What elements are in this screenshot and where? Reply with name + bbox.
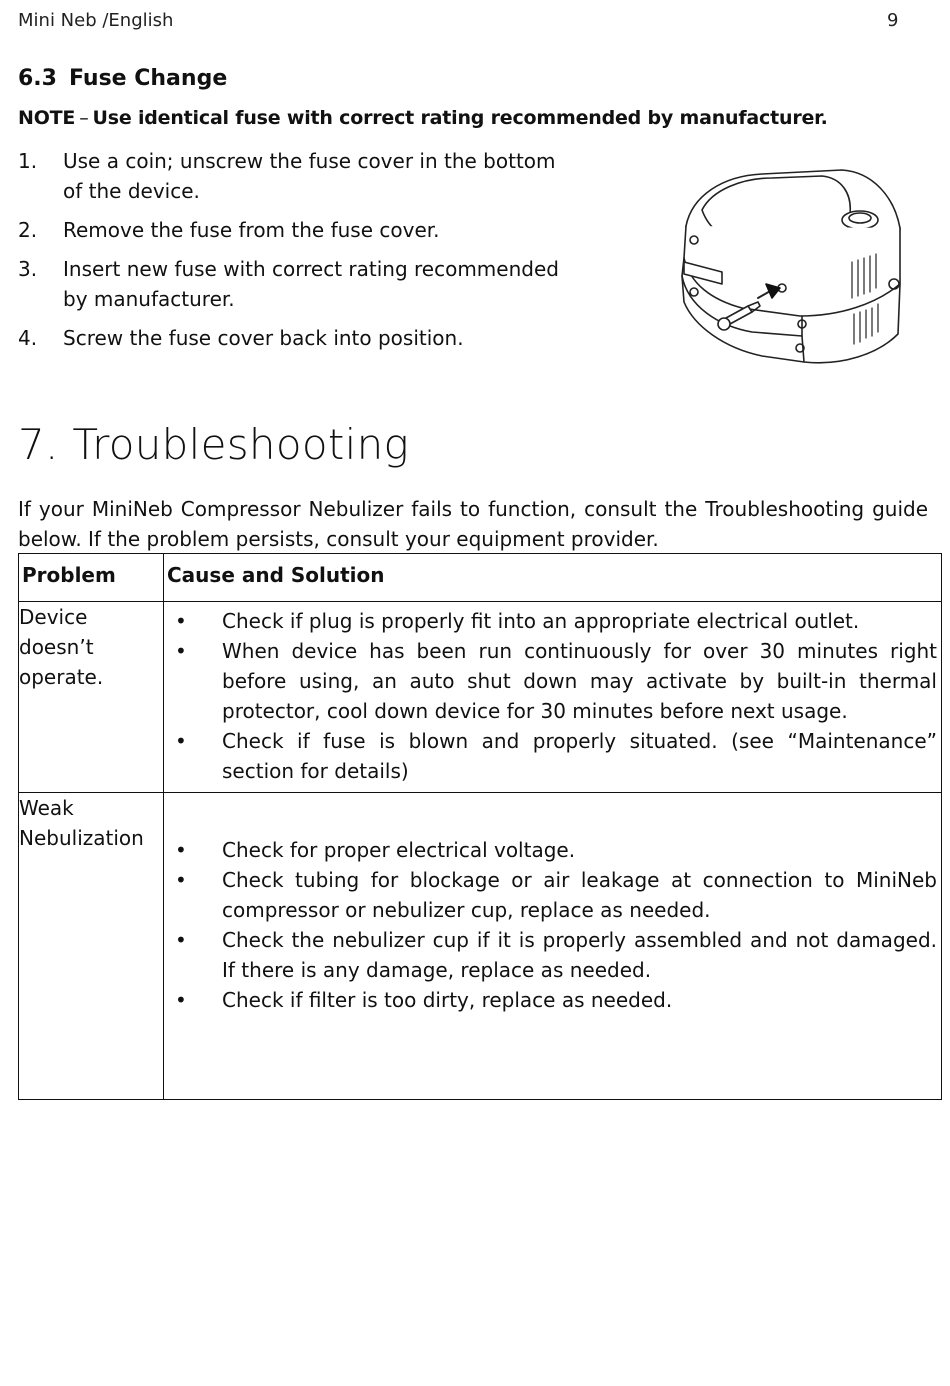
- bullet-icon: •: [175, 868, 187, 892]
- bullet-icon: •: [175, 928, 187, 952]
- list-item: [18, 215, 578, 245]
- table-row: [19, 793, 942, 1100]
- section-heading-fuse-change: [18, 66, 227, 91]
- note: [18, 107, 828, 129]
- list-item: [164, 925, 941, 985]
- solution-text: Check tubing for blockage or air leakage at connection to MiniNeb compressor or nebulizer cup, replace as needed.: [222, 868, 937, 922]
- list-item: [18, 323, 578, 353]
- list-item: [164, 726, 941, 786]
- step-number: 4.: [18, 326, 38, 350]
- bullet-icon: •: [175, 729, 187, 753]
- column-header-cause-solution: Cause and Solution: [164, 554, 942, 602]
- step-number: 1.: [18, 149, 38, 173]
- solution-text: Check the nebulizer cup if it is properly assembled and not damaged. If there is any damage, replace as needed.: [222, 928, 937, 982]
- step-text: Remove the fuse from the fuse cover.: [63, 218, 440, 242]
- note-text: Use identical fuse with correct rating recommended by manufacturer.: [92, 107, 828, 129]
- list-item: [164, 865, 941, 925]
- solution-text: Check if plug is properly fit into an appropriate electrical outlet.: [222, 609, 860, 633]
- step-text: Screw the fuse cover back into position.: [63, 326, 464, 350]
- page-number: 9: [887, 10, 899, 31]
- list-item: [164, 835, 941, 865]
- compressor-fuse-illustration: [672, 166, 908, 378]
- problem-cell: Device doesn’t operate.: [19, 602, 164, 793]
- list-item: [164, 985, 941, 1015]
- bullet-icon: •: [175, 988, 187, 1012]
- step-number: 2.: [18, 218, 38, 242]
- step-number: 3.: [18, 257, 38, 281]
- section-number: 6.3: [18, 66, 57, 91]
- problem-cell: Weak Nebulization: [19, 793, 164, 1100]
- solution-text: Check for proper electrical voltage.: [222, 838, 576, 862]
- intro-paragraph: If your MiniNeb Compressor Nebulizer fails to function, consult the Troubleshooting guide below. If the problem persists, consult your equipment provider.: [18, 497, 928, 551]
- section-heading-troubleshooting: 7. Troubleshooting: [18, 420, 409, 469]
- note-label: NOTE: [18, 107, 76, 129]
- troubleshooting-table: [18, 553, 942, 1100]
- bullet-icon: •: [175, 639, 187, 663]
- column-header-problem: Problem: [19, 554, 164, 602]
- solution-text: Check if fuse is blown and properly situated. (see “Maintenance” section for details): [222, 729, 937, 783]
- table-header-row: [19, 554, 942, 602]
- note-dash: –: [79, 107, 89, 129]
- running-header: Mini Neb /English: [18, 10, 174, 31]
- fuse-steps-list: [18, 146, 578, 362]
- list-item: [18, 146, 578, 206]
- table-row: [19, 602, 942, 793]
- bullet-icon: •: [175, 838, 187, 862]
- section-title: Fuse Change: [68, 66, 228, 91]
- solution-text: Check if filter is too dirty, replace as needed.: [222, 988, 673, 1012]
- step-text: Insert new fuse with correct rating recommended by manufacturer.: [63, 257, 559, 311]
- solution-text: When device has been run continuously for over 30 minutes right before using, an auto shut down may activate by built-in thermal protector, cool down device for 30 minutes before next usage.: [222, 639, 937, 723]
- bullet-icon: •: [175, 609, 187, 633]
- step-text: Use a coin; unscrew the fuse cover in the bottom of the device.: [63, 149, 556, 203]
- list-item: [164, 636, 941, 726]
- list-item: [18, 254, 578, 314]
- solution-cell: [164, 602, 942, 793]
- solution-cell: [164, 793, 942, 1100]
- list-item: [164, 606, 941, 636]
